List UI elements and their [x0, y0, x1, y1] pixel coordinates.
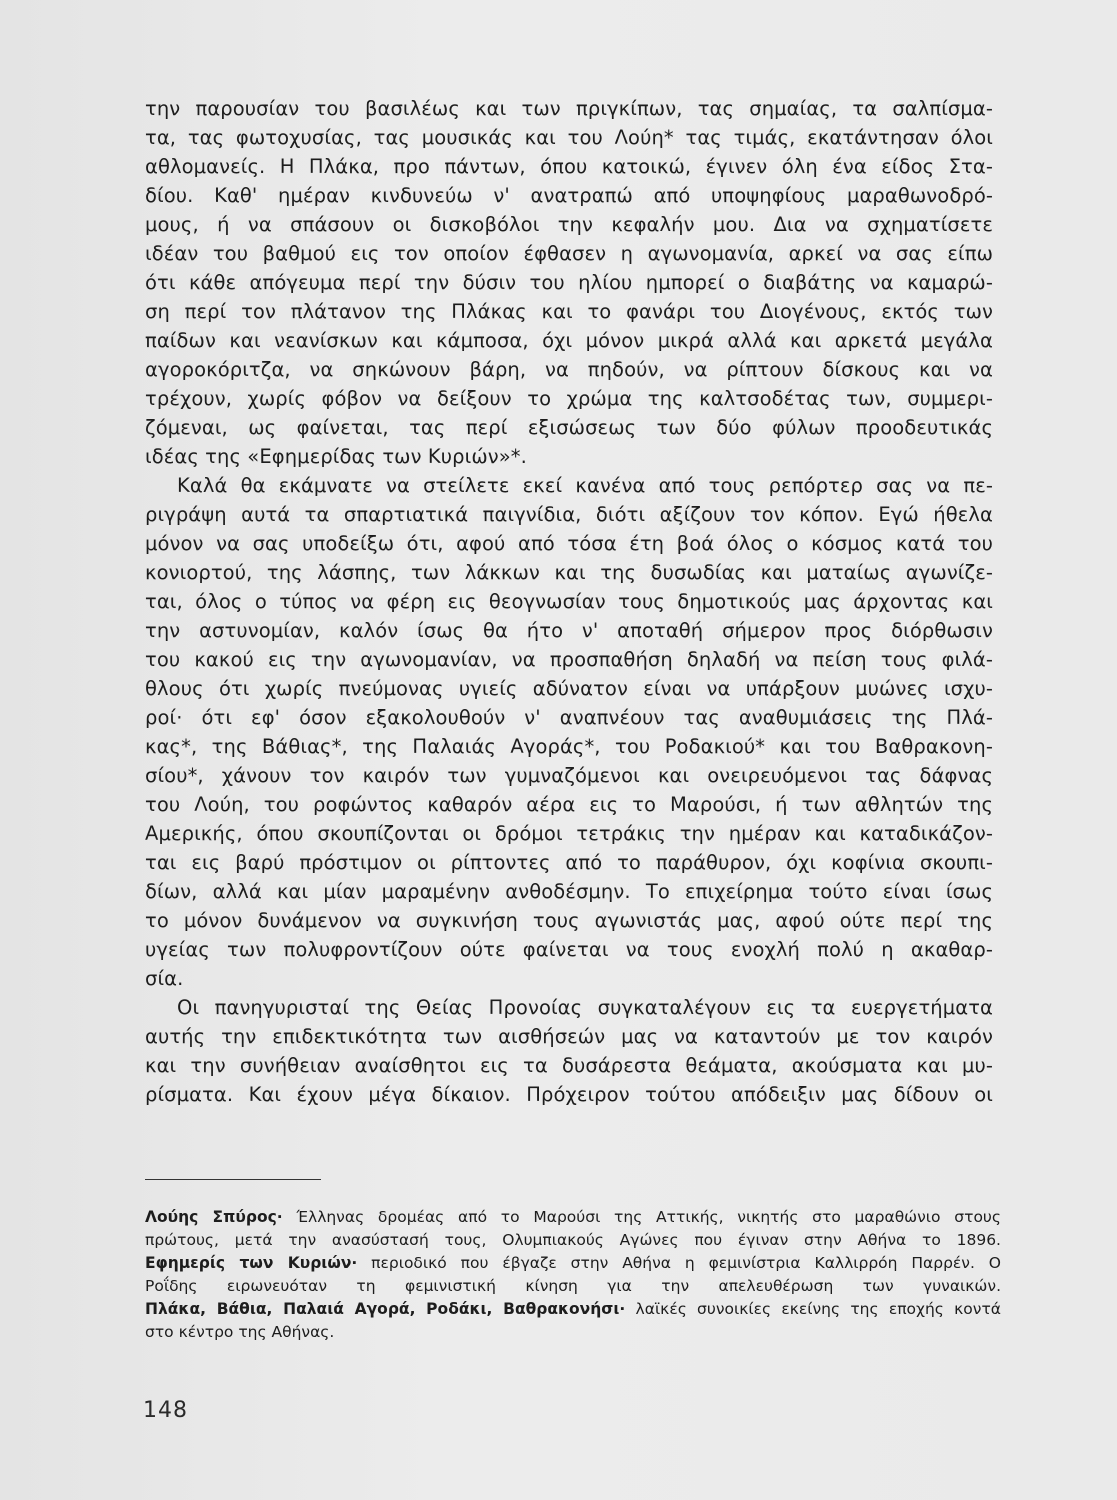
text-line: παίδων και νεανίσκων και κάμποσα, όχι μόνον μικρά αλλά και αρκετά μεγάλα — [145, 329, 993, 352]
footnote-line: στο κέντρο της Αθήνας. — [145, 1323, 335, 1341]
text-line: μους, ή να σπάσουν οι δισκοβόλοι την κεφαλήν μου. Δια να σχηματίσετε — [145, 213, 993, 236]
footnote — [145, 1252, 1001, 1298]
text-line: ρίσματα. Και έχουν μέγα δίκαιον. Πρόχειρον τούτου απόδειξιν μας δίδουν οι — [145, 1083, 993, 1106]
text-line: κας*, της Βάθιας*, της Παλαιάς Αγοράς*, του Ροδακιού* και του Βαθρακονη- — [145, 735, 993, 758]
text-line: Οι πανηγυρισταί της Θείας Προνοίας συγκαταλέγουν εις τα ευεργετήματα — [177, 996, 993, 1019]
text-line: αγοροκόριτζα, να σηκώνουν βάρη, να πηδούν, να ρίπτουν δίσκους και να — [145, 358, 993, 381]
text-line: ροί· ότι εφ' όσον εξακολουθούν ν' αναπνέουν τας αναθυμιάσεις της Πλά- — [145, 706, 993, 729]
footnote-separator — [145, 1179, 321, 1180]
text-line: ται εις βαρύ πρόστιμον οι ρίπτοντες από το παράθυρον, όχι κοφίνια σκουπι- — [145, 851, 993, 874]
text-line: του Λούη, του ροφώντος καθαρόν αέρα εις το Μαρούσι, ή των αθλητών της — [145, 793, 993, 816]
footnote-line: πρώτους, μετά την ανασύστασή τους, Ολυμπιακούς Αγώνες που έγιναν στην Αθήνα το 1896. — [145, 1231, 1001, 1249]
footnote-term: Λούης Σπύρος· — [145, 1208, 283, 1226]
paragraph-3 — [145, 993, 993, 1109]
paragraph-2 — [145, 471, 993, 993]
footnote-line — [145, 1206, 1001, 1229]
footnote — [145, 1298, 1001, 1344]
text-line: μόνον να σας υποδείξω ότι, αφού από τόσα έτη βοά όλος ο κόσμος κατά του — [145, 532, 993, 555]
text-line: του κακού εις την αγωνομανίαν, να προσπαθήση δηλαδή να πείση τους φιλά- — [145, 648, 993, 671]
text-line: ριγράψη αυτά τα σπαρτιατικά παιγνίδια, διότι αξίζουν τον κόπον. Εγώ ήθελα — [145, 503, 993, 526]
text-line: ται, όλος ο τύπος να φέρη εις θεογνωσίαν τους δημοτικούς μας άρχοντας και — [145, 590, 993, 613]
text-line: την αστυνομίαν, καλόν ίσως θα ήτο ν' αποταθή σήμερον προς διόρθωσιν — [145, 619, 993, 642]
text-line: τα, τας φωτοχυσίας, τας μουσικάς και του Λούη* τας τιμάς, εκατάντησαν όλοι — [145, 126, 993, 149]
text-line: Αμερικής, όπου σκουπίζονται οι δρόμοι τετράκις την ημέραν και καταδικάζον- — [145, 822, 993, 845]
text-line: κονιορτού, της λάσπης, των λάκκων και της δυσωδίας και ματαίως αγωνίζε- — [145, 561, 993, 584]
footnote — [145, 1206, 1001, 1252]
text-line: αθλομανείς. Η Πλάκα, προ πάντων, όπου κατοικώ, έγινεν όλη ένα είδος Στα- — [145, 155, 993, 178]
text-line: και την συνήθειαν αναίσθητοι εις τα δυσάρεστα θεάματα, ακούσματα και μυ- — [145, 1054, 993, 1077]
main-text — [145, 94, 993, 1109]
page-number: 148 — [143, 1398, 188, 1423]
footnotes — [145, 1206, 1001, 1344]
text-line: σία. — [145, 967, 184, 990]
text-line: θλους ότι χωρίς πνεύμονας υγιείς αδύνατον είναι να υπάρξουν μυώνες ισχυ- — [145, 677, 993, 700]
footnote-text: λαϊκές συνοικίες εκείνης της εποχής κοντά — [635, 1300, 1001, 1318]
text-line: Καλά θα εκάμνατε να στείλετε εκεί κανένα από τους ρεπόρτερ σας να πε- — [177, 474, 993, 497]
text-line: το μόνον δυνάμενον να συγκινήση τους αγωνιστάς μας, αφού ούτε περί της — [145, 909, 993, 932]
text-line: ότι κάθε απόγευμα περί την δύσιν του ηλίου ημπορεί ο διαβάτης να καμαρώ- — [145, 271, 993, 294]
text-line: ση περί τον πλάτανον της Πλάκας και το φανάρι του Διογένους, εκτός των — [145, 300, 993, 323]
paragraph-1 — [145, 94, 993, 471]
footnote-line: Ροΐδης ειρωνευόταν τη φεμινιστική κίνηση για την απελευθέρωση των γυναικών. — [145, 1277, 1001, 1295]
text-line: ιδέαν του βαθμού εις τον οποίον έφθασεν η αγωνομανία, αρκεί να σας είπω — [145, 242, 993, 265]
text-line: αυτής την επιδεκτικότητα των αισθήσεών μας να καταντούν με τον καιρόν — [145, 1025, 993, 1048]
text-line: δίων, αλλά και μίαν μαραμένην ανθοδέσμην. Το επιχείρημα τούτο είναι ίσως — [145, 880, 993, 903]
text-line: τρέχουν, χωρίς φόβον να δείξουν το χρώμα της καλτσοδέτας των, συμμερι- — [145, 387, 993, 410]
text-line: την παρουσίαν του βασιλέως και των πριγκίπων, τας σημαίας, τα σαλπίσμα- — [145, 97, 993, 120]
text-line: ζόμεναι, ως φαίνεται, τας περί εξισώσεως των δύο φύλων προοδευτικάς — [145, 416, 993, 439]
footnote-line — [145, 1252, 1001, 1275]
footnote-line — [145, 1298, 1001, 1321]
text-line: δίου. Καθ' ημέραν κινδυνεύω ν' ανατραπώ από υποψηφίους μαραθωνοδρό- — [145, 184, 993, 207]
footnote-term: Πλάκα, Βάθια, Παλαιά Αγορά, Ροδάκι, Βαθρακονήσι· — [145, 1300, 626, 1318]
footnote-term: Εφημερίς των Κυριών· — [145, 1254, 358, 1272]
footnote-text: περιοδικό που έβγαζε στην Αθήνα η φεμινίστρια Καλλιρρόη Παρρέν. Ο — [371, 1254, 1001, 1272]
text-line: σίου*, χάνουν τον καιρόν των γυμναζόμενοι και ονειρευόμενοι τας δάφνας — [145, 764, 993, 787]
footnote-text: Έλληνας δρομέας από το Μαρούσι της Αττικής, νικητής στο μαραθώνιο στους — [296, 1208, 1001, 1226]
text-line: ιδέας της «Εφημερίδας των Κυριών»*. — [145, 445, 527, 468]
text-line: υγείας των πολυφροντίζουν ούτε φαίνεται να τους ενοχλή πολύ η ακαθαρ- — [145, 938, 993, 961]
